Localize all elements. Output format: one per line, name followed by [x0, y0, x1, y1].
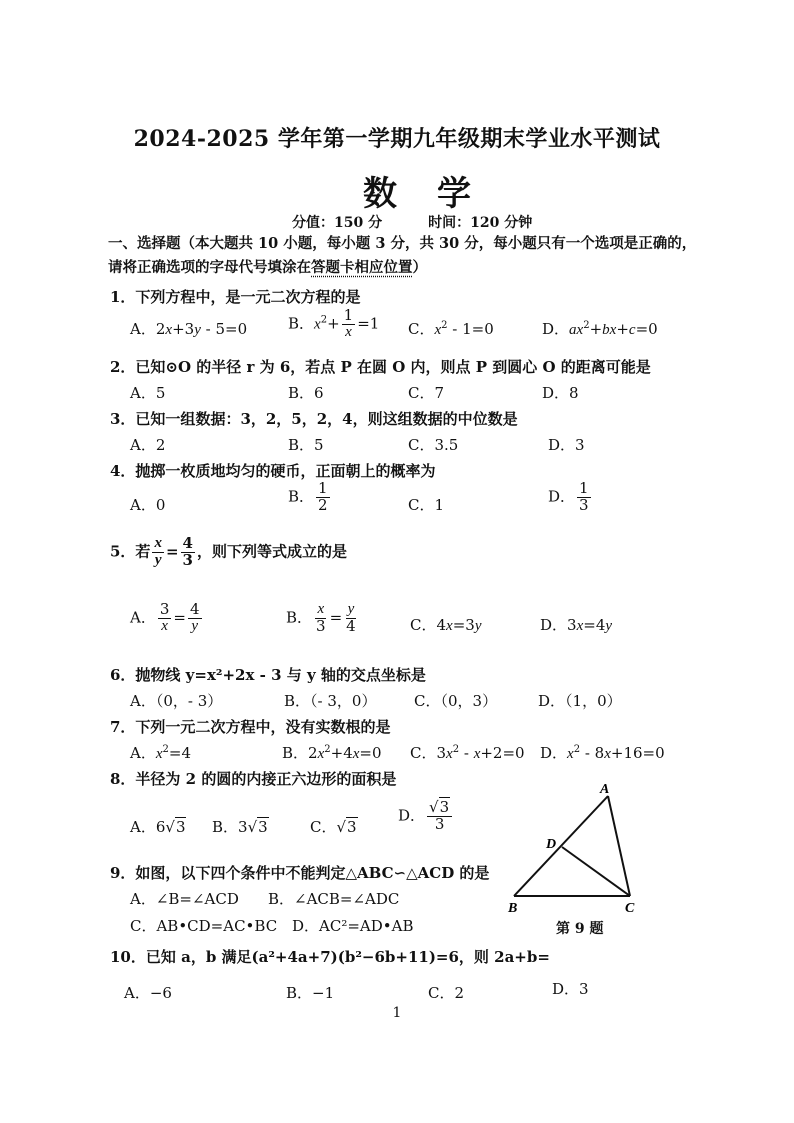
q6-option-b: B．（- 3，0）	[284, 692, 377, 710]
q8-option-d: D． $\frac{√3}{3}$	[398, 800, 454, 833]
segment-dc	[562, 847, 630, 896]
page-number: 1	[392, 1005, 402, 1021]
question-5-stem: 5．若 $\frac{x}{y}$ = $\frac{4}{3}$ ，则下列等式成立的是	[110, 534, 347, 569]
q4-option-c: C．1	[408, 496, 445, 514]
question-7-stem: 7．下列一元二次方程中，没有实数根的是	[110, 718, 391, 736]
q8-option-c: C．√3	[310, 818, 357, 836]
q2-option-a: A．5	[130, 384, 166, 402]
q10-option-b: B．−1	[286, 984, 335, 1002]
score-text: 分值：150 分	[292, 215, 383, 231]
q3-option-d: D．3	[548, 436, 585, 454]
figure-caption: 第 9 题	[556, 921, 604, 937]
q2-option-c: C．7	[408, 384, 445, 402]
q10-option-a: A．−6	[124, 984, 172, 1002]
exam-title: 2024-2025 学年第一学期九年级期末学业水平测试	[133, 126, 661, 152]
time-text: 时间：120 分钟	[428, 215, 533, 231]
q7-option-a: A．$x^2=4$	[130, 744, 192, 762]
label-b: B	[508, 901, 518, 916]
side-ab	[514, 796, 608, 896]
q9-option-b: B．∠ACB=∠ADC	[268, 890, 400, 908]
q5-option-d: D．3x=4y	[540, 616, 613, 634]
section-instructions	[108, 232, 696, 280]
q7-option-b: B．$2x^2+4x=0$	[282, 744, 382, 762]
question-9-stem: 9．如图，以下四个条件中不能判定△ABC∽△ACD 的是	[110, 864, 490, 882]
q8-option-a: A．6√3	[130, 818, 186, 836]
q3-option-c: C．3.5	[408, 436, 459, 454]
q9-option-c: C．AB•CD=AC•BC	[130, 917, 278, 935]
q2-option-b: B．6	[288, 384, 324, 402]
q3-option-b: B．5	[288, 436, 324, 454]
q2-option-d: D．8	[542, 384, 579, 402]
q6-option-a: A．（0，- 3）	[130, 692, 223, 710]
q6-option-d: D．（1，0）	[538, 692, 622, 710]
exam-meta	[292, 212, 578, 232]
q7-option-d: D．$x^2 - 8x+16=0$	[540, 744, 665, 762]
q7-option-c: C．$3x^2 - x+2=0$	[410, 744, 525, 762]
q1-option-a: A．2x+3y - 5=0	[130, 320, 248, 338]
label-d: D	[546, 837, 557, 852]
question-8-stem: 8．半径为 2 的圆的内接正六边形的面积是	[110, 770, 397, 788]
question-10-stem: 10．已知 a，b 满足(a²+4a+7)(b²−6b+11)=6，则 2a+b=	[110, 948, 550, 966]
subject-title: 数学	[363, 174, 511, 214]
section-line-2: 请将正确选项的字母代号填涂在答题卡相应位置）	[108, 259, 427, 276]
q4-option-b: B． $\frac{1}{2}$	[288, 479, 328, 514]
q1-option-b: B．$x^2+$ $\frac{1}{x}$ =1	[288, 306, 380, 340]
q4-option-d: D． $\frac{1}{3}$	[548, 479, 589, 514]
q3-option-a: A．2	[130, 436, 166, 454]
q9-option-a: A．∠B=∠ACD	[130, 890, 239, 908]
question-6-stem: 6．抛物线 y=x²+2x - 3 与 y 轴的交点坐标是	[110, 666, 426, 684]
q10-option-d: D．3	[552, 980, 589, 998]
question-1-stem: 1．下列方程中，是一元二次方程的是	[110, 288, 361, 306]
section-line-1: 一、选择题（本大题共 10 小题，每小题 3 分，共 30 分，每小题只有一个选项是正确的，	[108, 235, 697, 252]
q1-option-d: D．$ax^2+bx+c=0$	[542, 320, 658, 338]
q5-option-a: A． $\frac{3}{x}$ = $\frac{4}{y}$	[130, 600, 200, 634]
side-ac	[608, 796, 630, 896]
q1-option-c: C．$x^2 - 1=0$	[408, 320, 494, 338]
q10-option-c: C．2	[428, 984, 465, 1002]
q5-option-c: C．4x=3y	[410, 616, 482, 634]
q6-option-c: C．（0，3）	[414, 692, 498, 710]
question-4-stem: 4．抛掷一枚质地均匀的硬币，正面朝上的概率为	[110, 462, 436, 480]
q9-option-d: D．AC²=AD•AB	[292, 917, 414, 935]
q5-option-b: B． $\frac{x}{3}$ = $\frac{y}{4}$	[286, 601, 356, 635]
q4-option-a: A．0	[130, 496, 166, 514]
triangle-figure	[500, 778, 650, 918]
label-c: C	[625, 901, 635, 916]
question-3-stem: 3．已知一组数据：3，2，5，2，4，则这组数据的中位数是	[110, 410, 518, 428]
q8-option-b: B．3√3	[212, 818, 268, 836]
label-a: A	[600, 782, 610, 797]
question-2-stem: 2．已知⊙O 的半径 r 为 6，若点 P 在圆 O 内，则点 P 到圆心 O 的距离可能是	[110, 358, 651, 376]
